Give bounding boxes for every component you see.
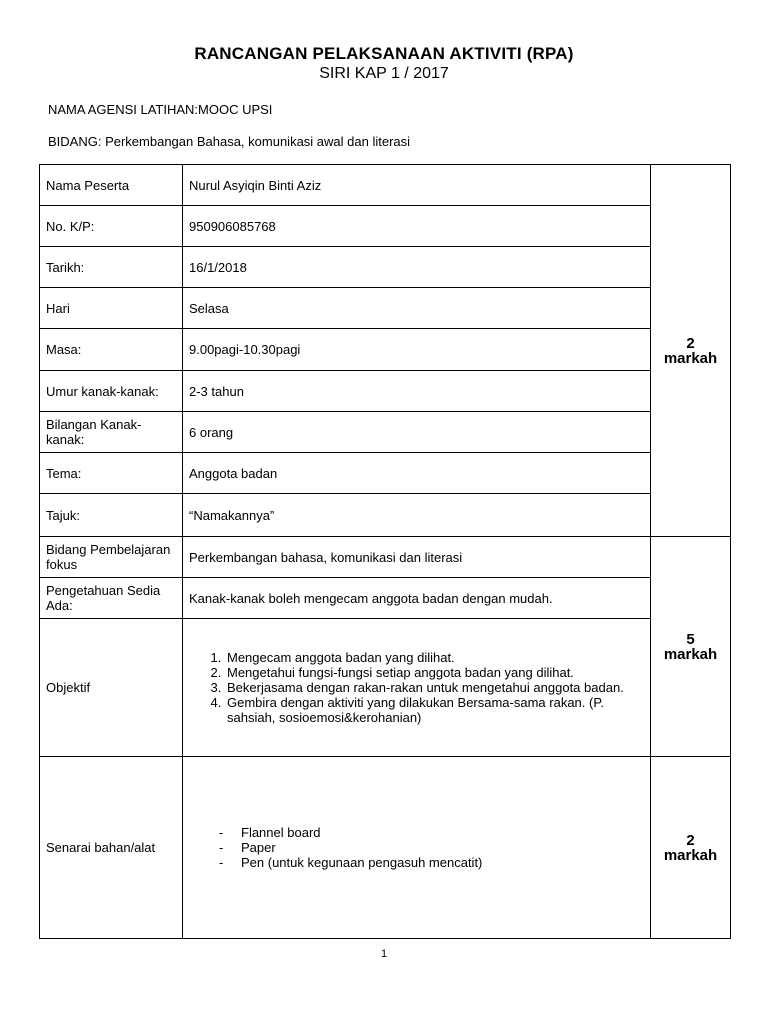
- list-item: - Flannel board: [219, 825, 644, 840]
- row-label: Nama Peserta: [40, 165, 183, 206]
- row-label: Masa:: [40, 329, 183, 371]
- materials-label: Senarai bahan/alat: [40, 757, 183, 939]
- row-value: 6 orang: [183, 412, 651, 453]
- marks-number: 2: [686, 334, 695, 352]
- row-value: 950906085768: [183, 206, 651, 247]
- table-row: [40, 619, 731, 757]
- objective-cell: [183, 619, 651, 757]
- row-label: Bidang Pembelajaran fokus: [40, 537, 183, 578]
- row-value: Nurul Asyiqin Binti Aziz: [183, 165, 651, 206]
- objective-label: Objektif: [40, 619, 183, 757]
- row-value: 2-3 tahun: [183, 371, 651, 412]
- table-row: [40, 329, 731, 371]
- table-row: [40, 453, 731, 494]
- table-row: [40, 412, 731, 453]
- table-row: [40, 206, 731, 247]
- table-row: [40, 371, 731, 412]
- row-label: Bilangan Kanak-kanak:: [40, 412, 183, 453]
- row-label: Tajuk:: [40, 494, 183, 537]
- rpa-table: [39, 164, 731, 939]
- marks-label: markah: [663, 645, 718, 663]
- agency-line: NAMA AGENSI LATIHAN:MOOC UPSI: [48, 102, 273, 117]
- row-value: “Namakannya”: [183, 494, 651, 537]
- marks-cell: [651, 537, 731, 757]
- row-value: Selasa: [183, 288, 651, 329]
- marks-label: markah: [663, 349, 718, 367]
- marks-number: 2: [686, 831, 695, 849]
- page-number: 1: [380, 948, 388, 960]
- marks-cell: [651, 757, 731, 939]
- row-value: 16/1/2018: [183, 247, 651, 288]
- table-row: [40, 288, 731, 329]
- materials-list: [189, 825, 644, 870]
- row-label: Tarikh:: [40, 247, 183, 288]
- row-value: Kanak-kanak boleh mengecam anggota badan dengan mudah.: [183, 578, 651, 619]
- row-value: 9.00pagi-10.30pagi: [183, 329, 651, 371]
- field-line: BIDANG: Perkembangan Bahasa, komunikasi awal dan literasi: [48, 134, 411, 149]
- list-item: - Paper: [219, 840, 644, 855]
- marks-cell: [651, 165, 731, 537]
- row-value: Perkembangan bahasa, komunikasi dan literasi: [183, 537, 651, 578]
- marks-number: 5: [686, 630, 695, 648]
- row-label: Pengetahuan Sedia Ada:: [40, 578, 183, 619]
- objective-list: [189, 650, 644, 725]
- list-item: - Pen (untuk kegunaan pengasuh mencatit): [219, 855, 644, 870]
- table-row: [40, 165, 731, 206]
- table-row: [40, 247, 731, 288]
- row-value: Anggota badan: [183, 453, 651, 494]
- marks-label: markah: [663, 846, 718, 864]
- table-row: [40, 578, 731, 619]
- list-item: 4. Gembira dengan aktiviti yang dilakukan Bersama-sama rakan. (P. sahsiah, sosioemosi&kerohanian): [225, 695, 644, 725]
- list-item: 1. Mengecam anggota badan yang dilihat.: [225, 650, 644, 665]
- row-label: Hari: [40, 288, 183, 329]
- row-label: No. K/P:: [40, 206, 183, 247]
- document-title: RANCANGAN PELAKSANAAN AKTIVITI (RPA): [194, 44, 574, 63]
- materials-cell: [183, 757, 651, 939]
- table-row: [40, 757, 731, 939]
- row-label: Umur kanak-kanak:: [40, 371, 183, 412]
- list-item: 3. Bekerjasama dengan rakan-rakan untuk mengetahui anggota badan.: [225, 680, 644, 695]
- row-label: Tema:: [40, 453, 183, 494]
- table-row: [40, 537, 731, 578]
- list-item: 2. Mengetahui fungsi-fungsi setiap anggota badan yang dilihat.: [225, 665, 644, 680]
- document-subtitle: SIRI KAP 1 / 2017: [319, 65, 449, 82]
- table-row: [40, 494, 731, 537]
